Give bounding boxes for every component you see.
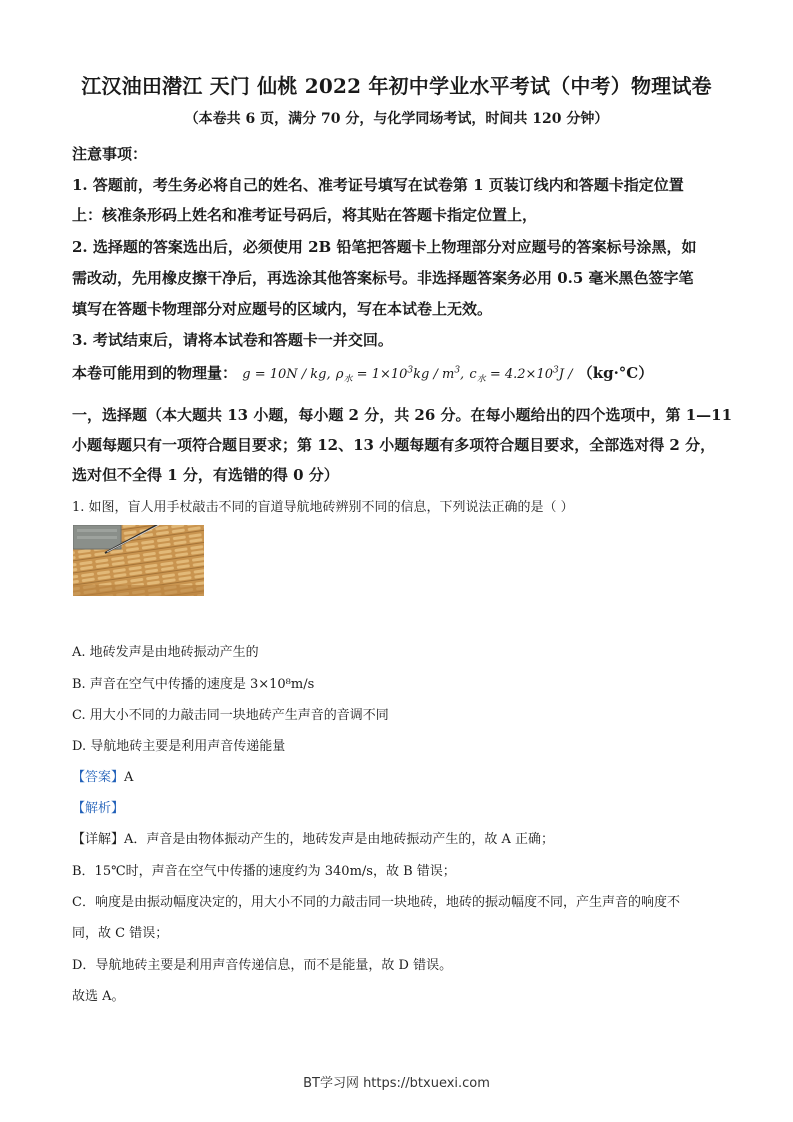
notice-line-1: 1. 答题前，考生务必将自己的姓名、准考证号填写在试卷第 1 页装订线内和答题卡指定位置 xyxy=(72,176,684,194)
notice-line-5: 填写在答题卡物理部分对应题号的区域内，写在本试卷上无效。 xyxy=(72,300,493,318)
question-1-stem: 1. 如图，盲人用手杖敲击不同的盲道导航地砖辨别不同的信息，下列说法正确的是（ ） xyxy=(72,500,574,515)
footer-watermark-link[interactable]: BT学习网 https://btxuexi.com xyxy=(303,1076,490,1091)
exam-info-subtitle: （本卷共 6 页，满分 70 分，与化学同场考试，时间共 120 分钟） xyxy=(184,111,609,127)
tactile-paving-photo xyxy=(73,525,204,596)
detail-line-2: B．15℃时，声音在空气中传播的速度约为 340m/s，故 B 错误； xyxy=(72,864,456,879)
water-density: $\rho_水 = 1\times 10^3kg / m^3$, xyxy=(335,365,465,385)
page-title: 江汉油田潜江 天门 仙桃 2022 年初中学业水平考试（中考）物理试卷 xyxy=(81,74,712,98)
option-c: C. 用大小不同的力敲击同一块地砖产生声音的音调不同 xyxy=(72,708,389,723)
detail-line-3: C．响度是由振动幅度决定的，用大小不同的力敲击同一块地砖，地砖的振动幅度不同，产生声音的响度不 xyxy=(72,895,680,910)
detail-tag: 【详解】 xyxy=(72,832,125,847)
option-b: B. 声音在空气中传播的速度是 3×10⁸m/s xyxy=(72,677,315,692)
analysis-line xyxy=(72,797,722,816)
notice-line-4: 需改动，先用橡皮擦干净后，再选涂其他答案标号。非选择题答案务必用 0.5 毫米黑色签字笔 xyxy=(72,269,694,287)
water-specific-heat: $c_水 = 4.2\times 10^3J$ / xyxy=(469,365,573,385)
detail-line-4: 同，故 C 错误； xyxy=(72,926,169,941)
answer-line xyxy=(72,766,722,785)
detail-line-6: 故选 A。 xyxy=(72,989,125,1004)
option-d: D. 导航地砖主要是利用声音传递能量 xyxy=(72,739,286,754)
constants-label: 本卷可能用到的物理量： xyxy=(72,364,238,382)
option-a: A. 地砖发声是由地砖振动产生的 xyxy=(72,645,259,660)
notice-line-3: 2. 选择题的答案选出后，必须使用 2B 铅笔把答题卡上物理部分对应题号的答案标号涂黑，如 xyxy=(72,238,697,256)
specific-heat-unit: （kg·°C） xyxy=(577,364,654,382)
answer-value: A xyxy=(124,770,134,785)
section-heading-line-2: 小题每题只有一项符合题目要求；第 12、13 小题每题有多项符合题目要求，全部选对得 2 分， xyxy=(72,436,716,454)
detail-line-1: 【详解】A．声音是由物体振动产生的，地砖发声是由地砖振动产生的，故 A 正确； xyxy=(72,832,555,847)
section-heading-line-3: 选对但不全得 1 分，有选错的得 0 分） xyxy=(72,466,339,484)
answer-tag: 【答案】 xyxy=(72,770,125,785)
constants-line xyxy=(72,362,722,385)
section-heading-line-1: 一，选择题（本大题共 13 小题，每小题 2 分，共 26 分。在每小题给出的四个选项中，第 1—11 xyxy=(72,406,733,424)
tactile-paving-image xyxy=(73,525,204,596)
notice-line-2: 上：核准条形码上姓名和准考证号码后，将其贴在答题卡指定位置上， xyxy=(72,206,538,224)
notice-heading: 注意事项： xyxy=(72,145,148,163)
detail-line-5: D．导航地砖主要是利用声音传递信息，而不是能量，故 D 错误。 xyxy=(72,958,453,973)
notice-line-6: 3. 考试结束后，请将本试卷和答题卡一并交回。 xyxy=(72,331,393,349)
gravity-constant: g = 10N / kg, xyxy=(242,367,331,382)
analysis-tag: 【解析】 xyxy=(72,801,125,816)
